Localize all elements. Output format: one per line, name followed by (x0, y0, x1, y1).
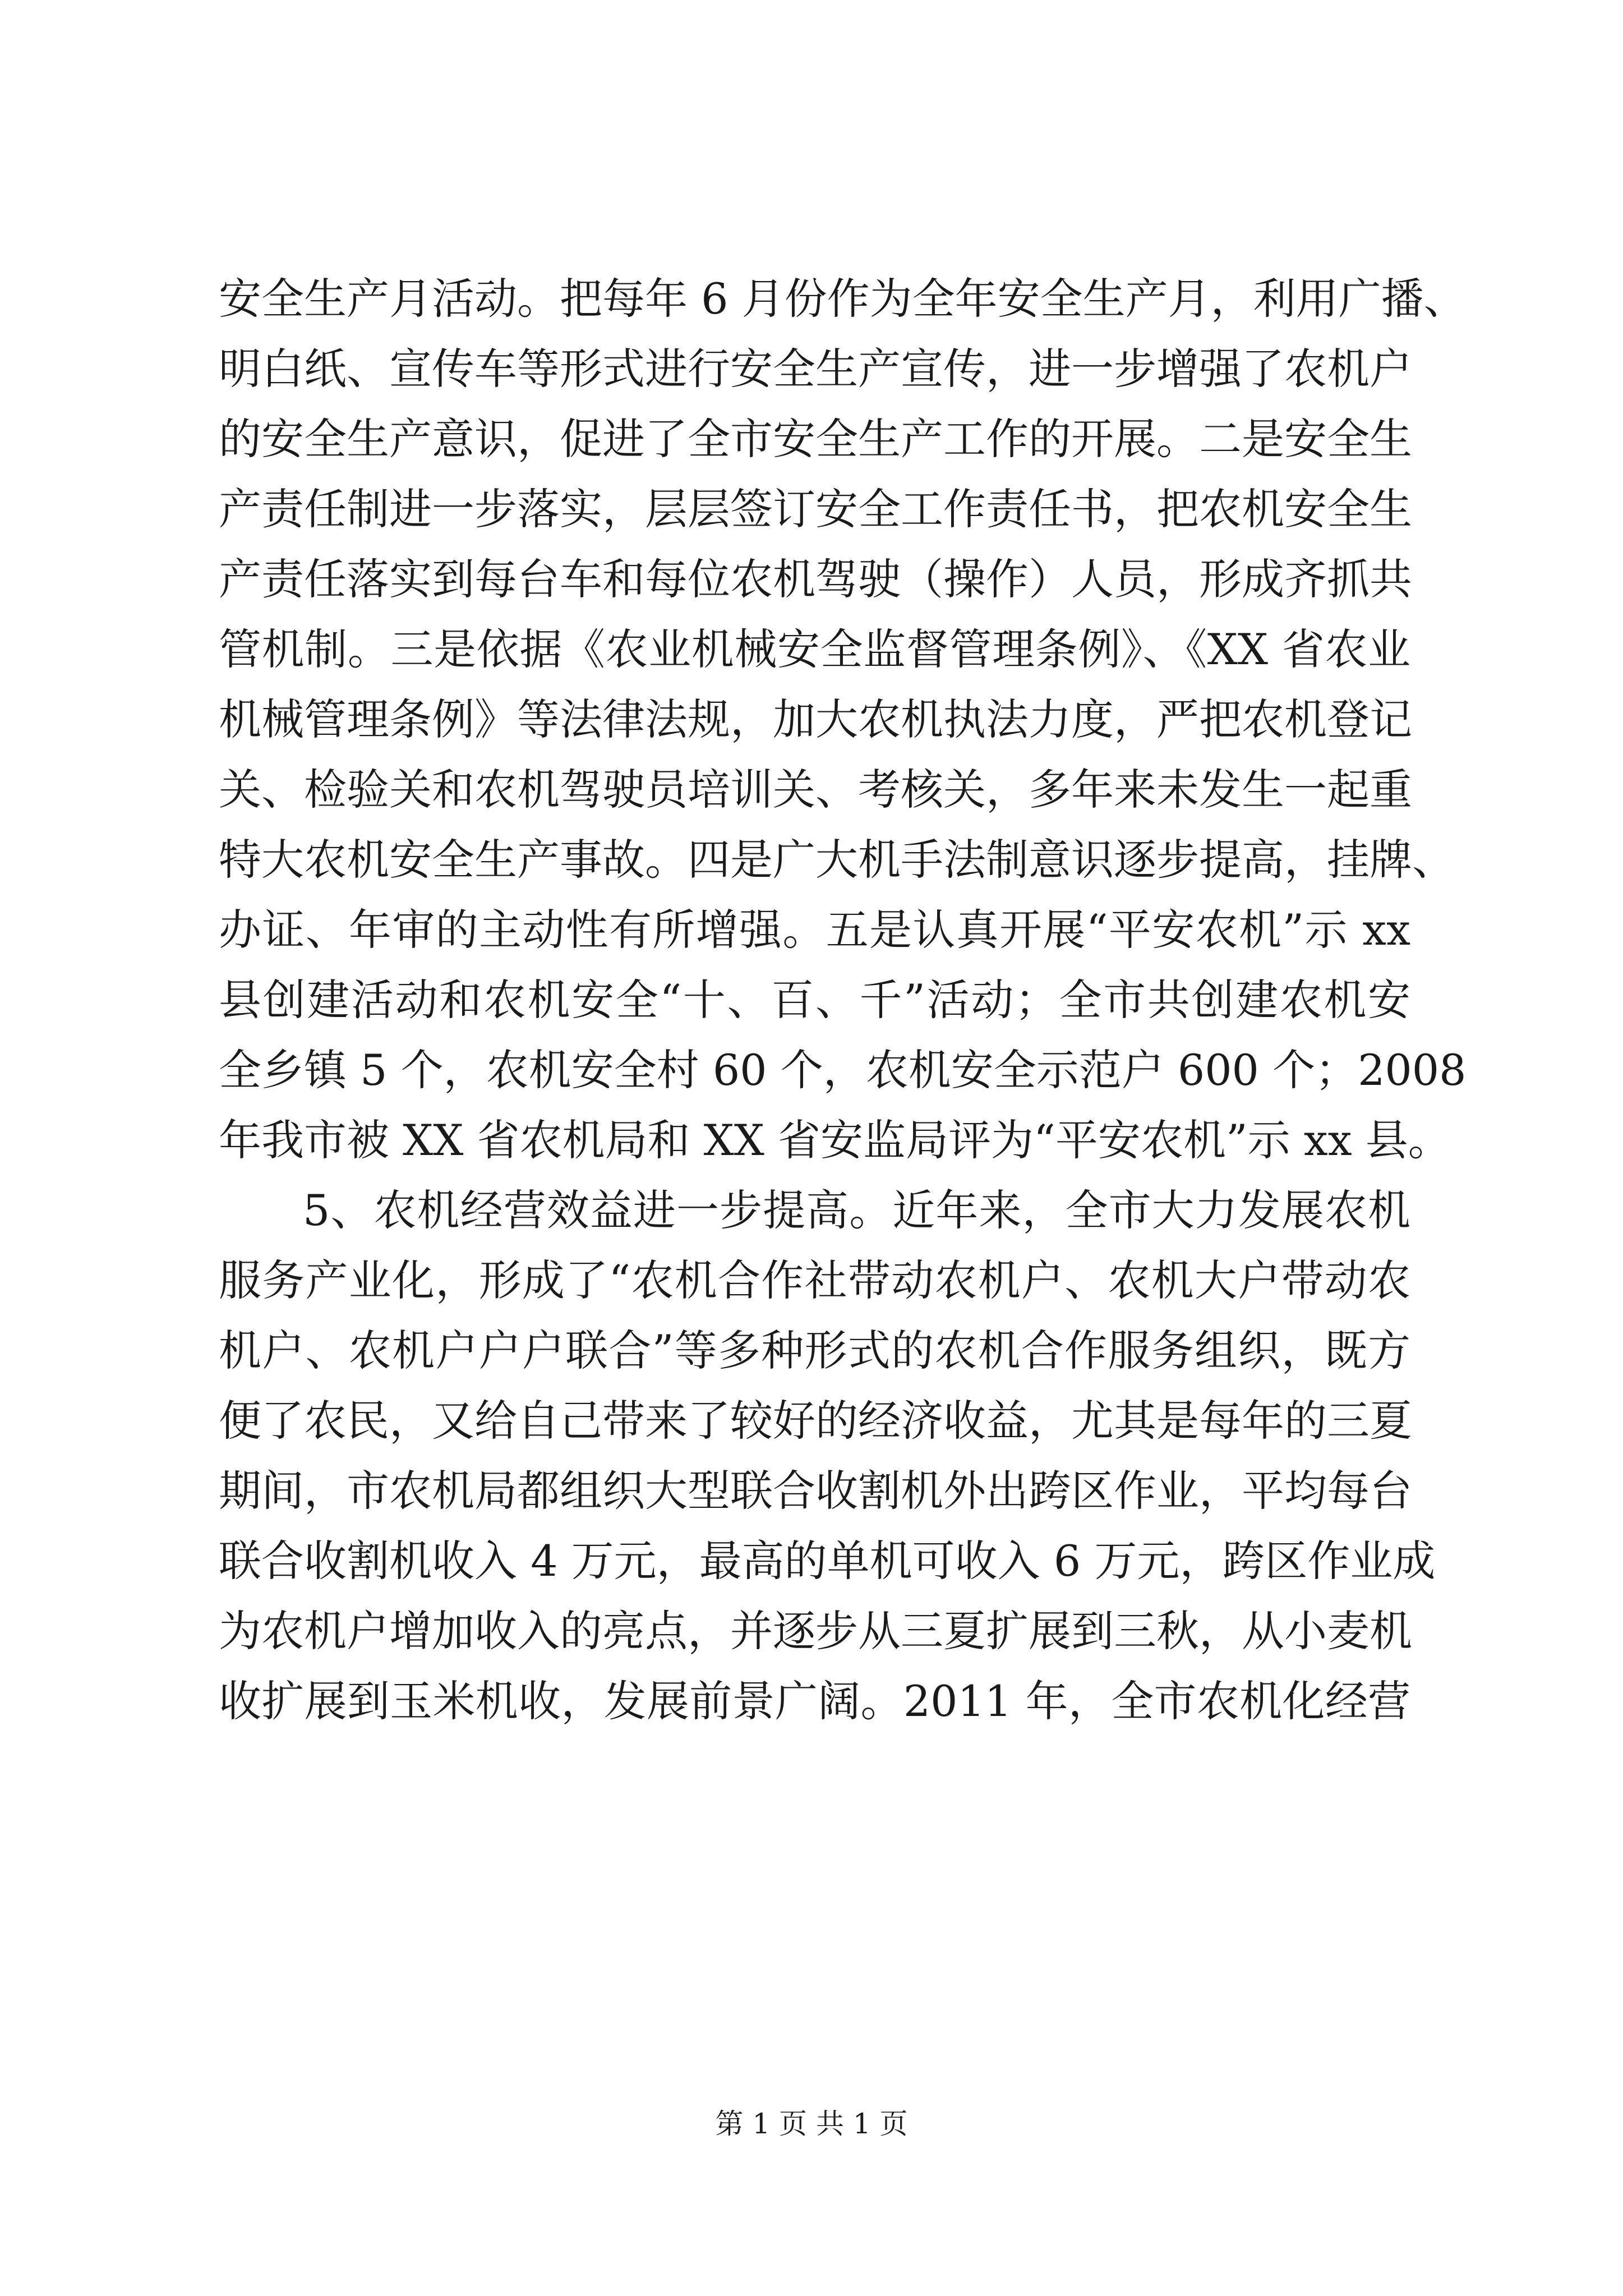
text-line: 机户、农机户户户联合”等多种形式的农机合作服务组织，既方 (219, 1326, 1410, 1375)
text-line: 关、检验关和农机驾驶员培训关、考核关，多年来未发生一起重 (219, 765, 1412, 815)
text-line: 办证、年审的主动性有所增强。五是认真开展“平安农机”示 xx (219, 905, 1410, 955)
text-line: 的安全生产意识，促进了全市安全生产工作的开展。二是安全生 (219, 414, 1412, 464)
text-line: 期间，市农机局都组织大型联合收割机外出跨区作业，平均每台 (219, 1466, 1412, 1516)
text-line: 机械管理条例》等法律法规，加大农机执法力度，严把农机登记 (219, 694, 1412, 744)
text-line: 产责任制进一步落实，层层签订安全工作责任书，把农机安全生 (219, 484, 1412, 534)
text-line: 服务产业化，形成了“农机合作社带动农机户、农机大户带动农 (219, 1255, 1410, 1305)
text-line: 特大农机安全生产事故。四是广大机手法制意识逐步提高，挂牌、 (219, 835, 1455, 885)
text-line: 明白纸、宣传车等形式进行安全生产宣传，进一步增强了农机户 (219, 344, 1412, 394)
document-body (219, 264, 1467, 1736)
text-line: 管机制。三是依据《农业机械安全监督管理条例》、《XX 省农业 (219, 624, 1410, 674)
text-line: 年我市被 XX 省农机局和 XX 省安监局评为“平安农机”示 xx 县。 (219, 1115, 1451, 1165)
page-footer: 第 1 页 共 1 页 (715, 2108, 908, 2140)
text-line: 5、农机经营效益进一步提高。近年来，全市大力发展农机 (303, 1185, 1410, 1235)
text-line: 全乡镇 5 个，农机安全村 60 个，农机安全示范户 600 个；2008 (219, 1045, 1467, 1095)
text-line: 收扩展到玉米机收，发展前景广阔。2011 年，全市农机化经营 (219, 1676, 1410, 1726)
text-line: 为农机户增加收入的亮点，并逐步从三夏扩展到三秋，从小麦机 (219, 1606, 1412, 1656)
text-line: 安全生产月活动。把每年 6 月份作为全年安全生产月，利用广播、 (219, 274, 1467, 324)
paragraph-2 (219, 1175, 1436, 1736)
paragraph-1 (219, 264, 1467, 1175)
text-line: 产责任落实到每台车和每位农机驾驶（操作）人员，形成齐抓共 (219, 554, 1412, 604)
text-line: 联合收割机收入 4 万元，最高的单机可收入 6 万元，跨区作业成 (219, 1536, 1436, 1586)
text-line: 县创建活动和农机安全“十、百、千”活动；全市共创建农机安 (219, 975, 1410, 1025)
text-line: 便了农民，又给自己带来了较好的经济收益，尤其是每年的三夏 (219, 1396, 1412, 1446)
